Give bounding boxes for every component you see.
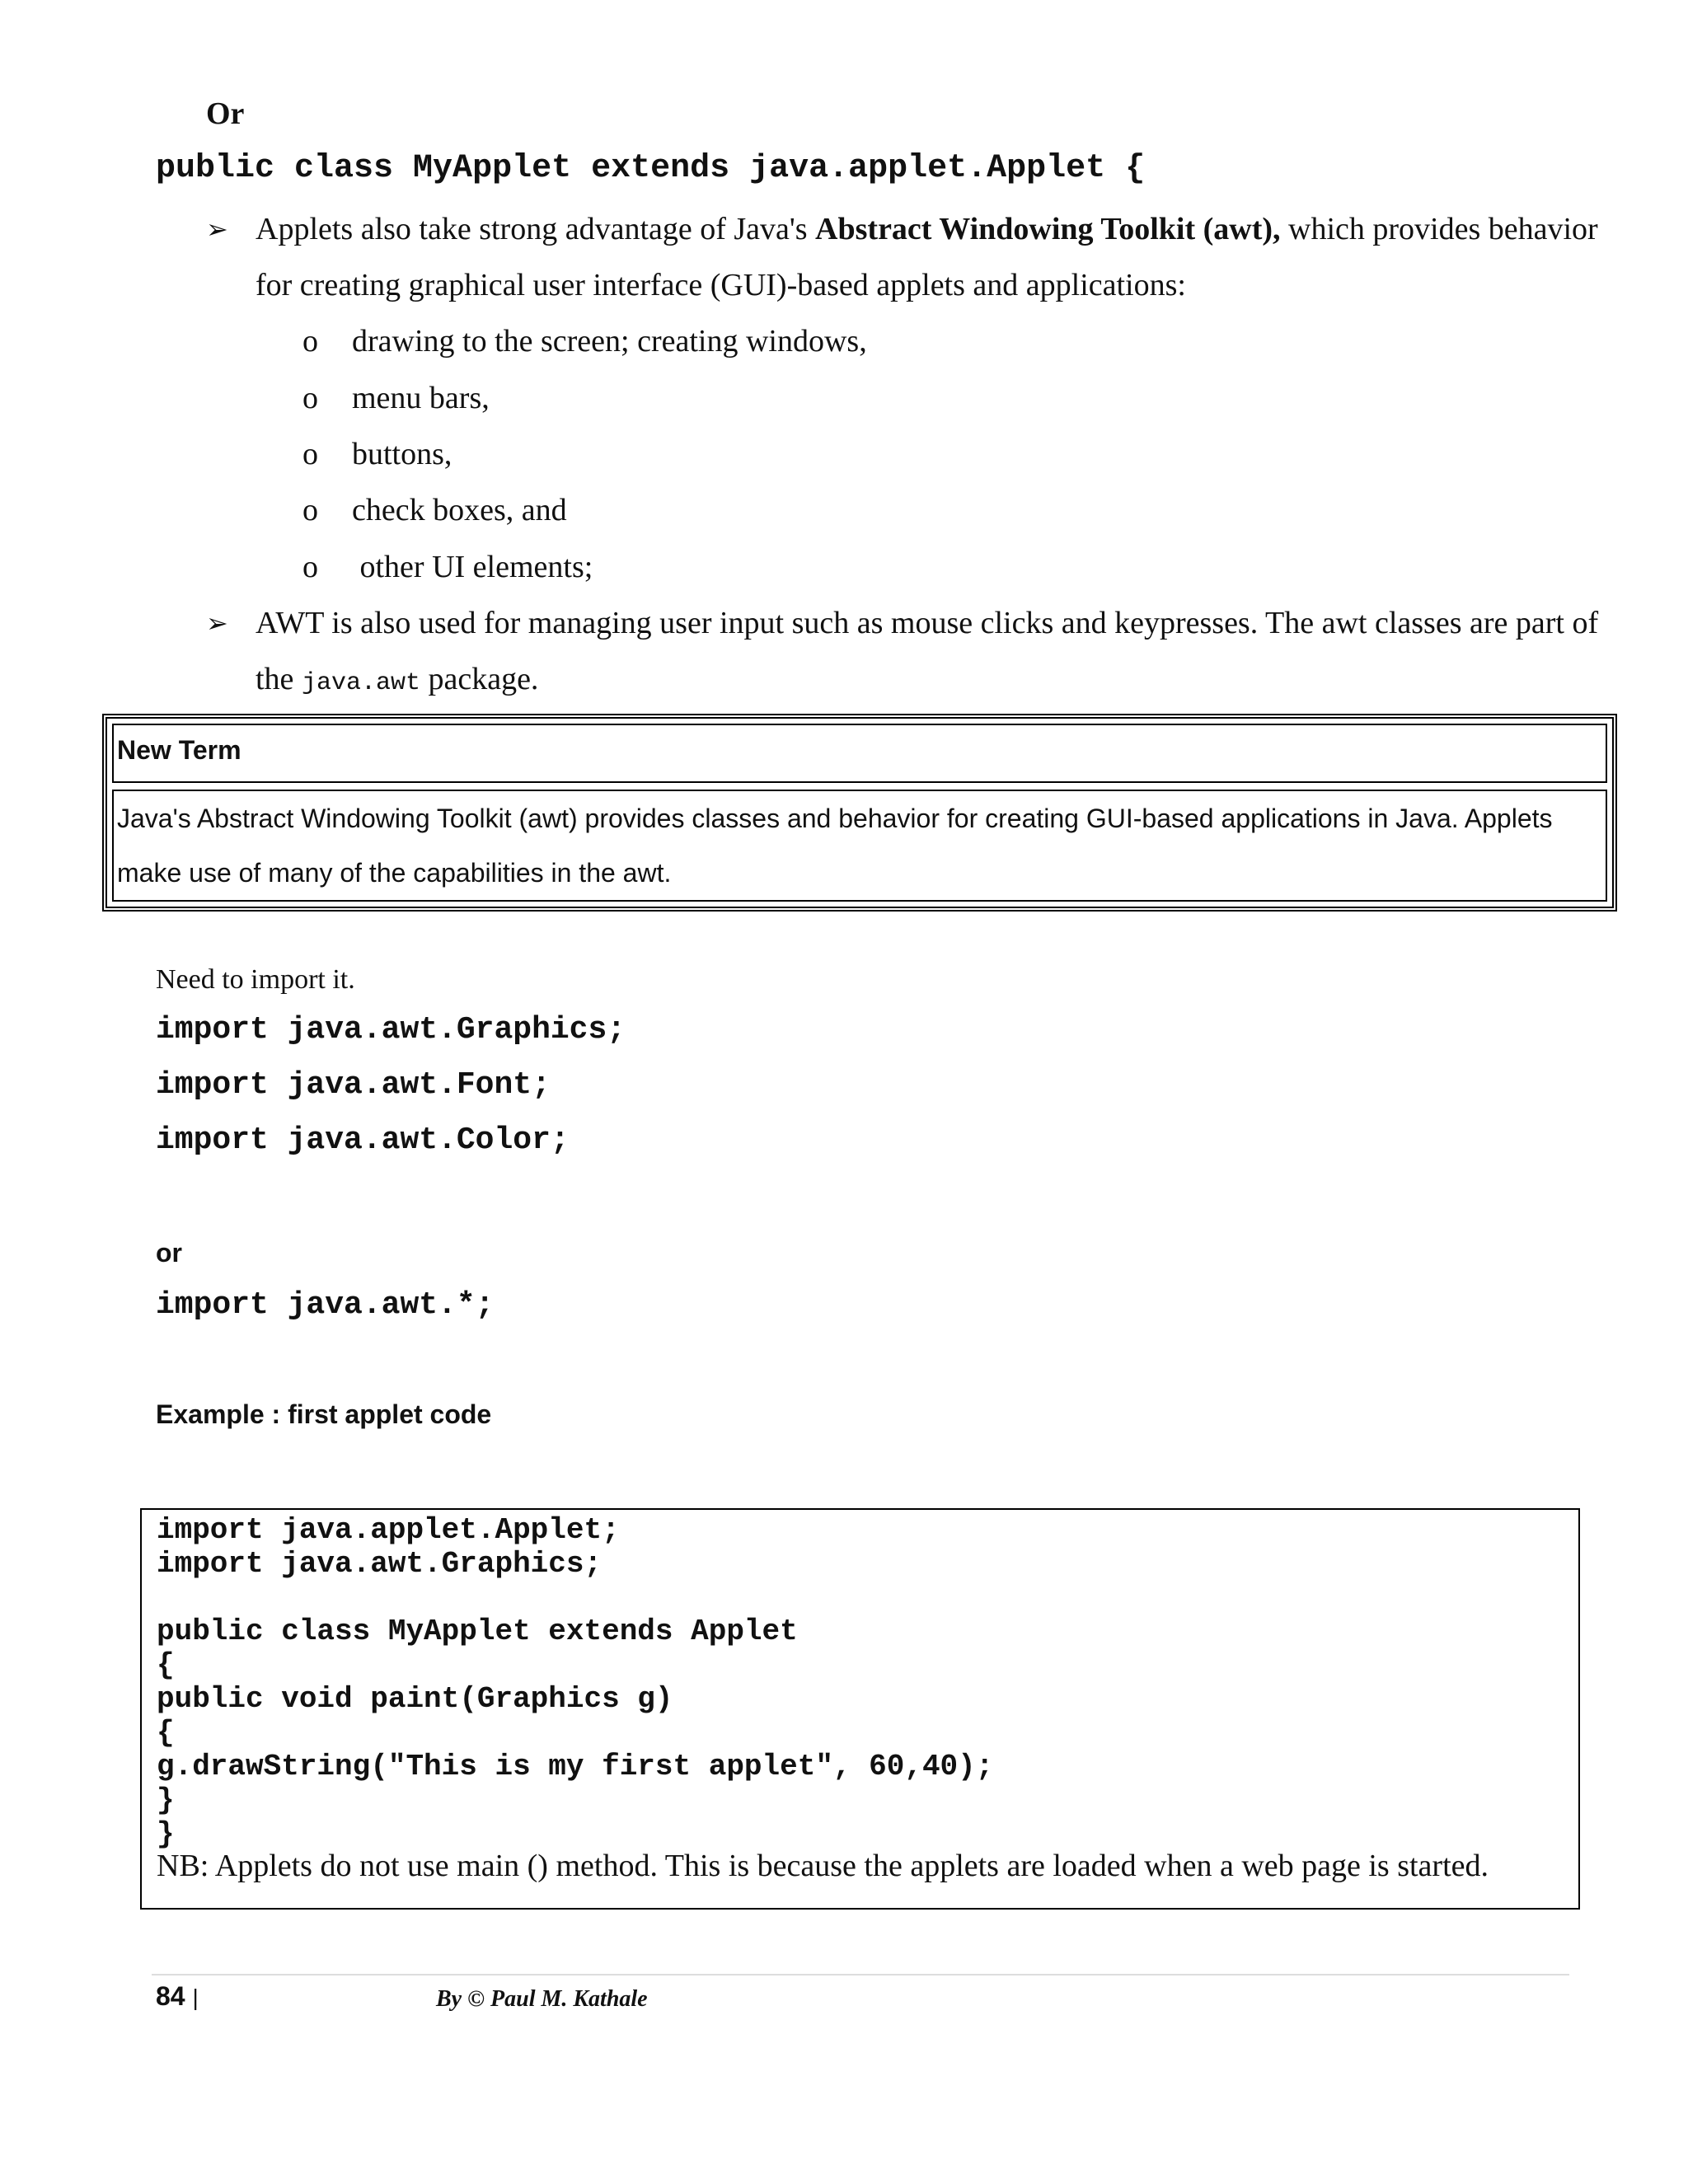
example-note: NB: Applets do not use main () method. This is because the applets are loaded when a web page is started. — [157, 1849, 1489, 1883]
or-label-mid: or — [156, 1238, 182, 1268]
circle-bullet-icon: o — [302, 324, 318, 359]
sub-list-item-text: other UI elements; — [352, 550, 593, 584]
circle-bullet-icon: o — [302, 493, 318, 527]
import-line: import java.awt.Graphics; — [156, 1012, 626, 1047]
example-code-box — [140, 1508, 1580, 1910]
new-term-box — [102, 714, 1617, 912]
footer-divider — [152, 1974, 1569, 1975]
arrow-bullet-icon: ➢ — [206, 214, 228, 244]
sub-list-item — [302, 313, 867, 369]
bullet-text-part: Applets also take strong advantage of Java's — [256, 212, 816, 246]
import-wildcard: import java.awt.*; — [156, 1287, 495, 1323]
bullet-text-part: which provides behavior for creating graphical user interface (GUI)-based applets and applications: — [256, 212, 1598, 302]
sub-list-item — [302, 370, 490, 426]
arrow-bullet-icon: ➢ — [206, 608, 228, 638]
circle-bullet-icon: o — [302, 550, 318, 584]
bullet-text-part: package. — [420, 662, 539, 696]
page-number — [156, 1981, 199, 2012]
bullet-awt-intro-text — [256, 201, 1624, 313]
sub-list-item-text: drawing to the screen; creating windows, — [352, 324, 867, 359]
example-code: import java.applet.Applet; import java.awt.Graphics; public class MyApplet extends Applet { public void paint(Graphics g) { g.drawString("This is my first applet", 60,40); } } — [157, 1513, 994, 1851]
inline-code-java-awt: java.awt — [301, 669, 420, 697]
bullet-text-part: AWT is also used for managing user input such as mouse clicks and keypresses. The awt classes are part of the — [256, 606, 1599, 696]
import-line: import java.awt.Font; — [156, 1067, 551, 1103]
bullet-awt-intro — [206, 201, 1624, 313]
footer-separator: | — [192, 1985, 199, 2010]
sub-list-item — [302, 426, 452, 482]
import-line: import java.awt.Color; — [156, 1122, 570, 1158]
bullet-awt-input-text — [256, 595, 1624, 711]
class-declaration-code: public class MyApplet extends java.applet.Applet { — [156, 150, 1146, 187]
footer-byline: By © Paul M. Kathale — [436, 1986, 648, 2012]
page-number-value: 84 — [156, 1981, 185, 2011]
import-intro: Need to import it. — [156, 964, 355, 995]
sub-list-item-text: menu bars, — [352, 381, 490, 415]
example-heading: Example : first applet code — [156, 1399, 492, 1429]
sub-list-item-text: buttons, — [352, 437, 452, 471]
sub-list-item — [302, 539, 593, 595]
circle-bullet-icon: o — [302, 381, 318, 415]
circle-bullet-icon: o — [302, 437, 318, 471]
new-term-heading: New Term — [112, 724, 1607, 783]
or-label-top: Or — [206, 96, 245, 131]
new-term-body: Java's Abstract Windowing Toolkit (awt) provides classes and behavior for creating GUI-based applications in Java. Applets make use of many of the capabilities in the awt. — [112, 790, 1607, 902]
sub-list-item — [302, 482, 567, 538]
sub-list-item-text: check boxes, and — [352, 493, 567, 527]
awt-bold-term: Abstract Windowing Toolkit (awt), — [815, 212, 1281, 246]
bullet-awt-input — [206, 595, 1624, 711]
